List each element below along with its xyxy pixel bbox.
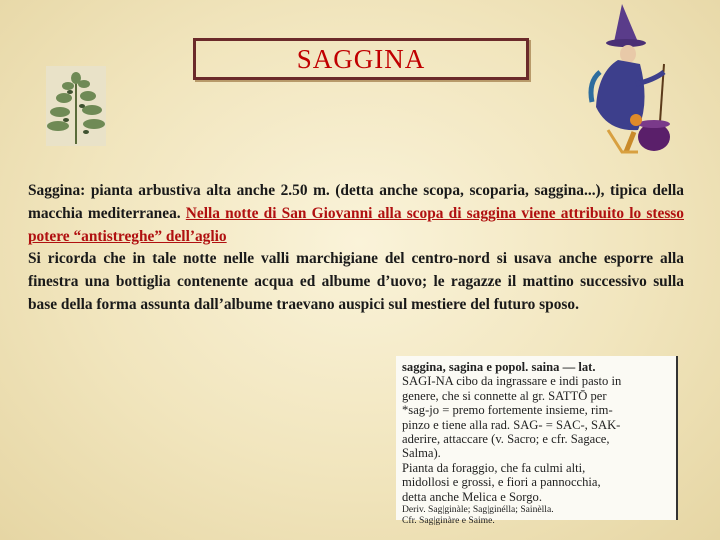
paragraph-tradition: Si ricorda che in tale notte nelle valli marchigiane del centro-nord si usava anche esporre alla finestra una bottiglia contenente acqua ed albume d’uovo; le ragazze il mattino successivo sulla base della forma assunta dall’albume traevano auspici sul mestiere del futuro sposo. <box>28 250 684 313</box>
dict-line: detta anche Melica e Sorgo. <box>402 489 542 504</box>
dict-line: Salma). <box>402 446 441 461</box>
page-title: SAGGINA <box>296 43 426 74</box>
dict-line: Pianta da foraggio, che fa culmi alti, <box>402 460 586 475</box>
paragraph-definition <box>28 180 684 248</box>
dict-line: genere, che si connette al gr. SATTŌ per <box>402 388 607 403</box>
dict-line: SAGI-NA cibo da ingrassare e indi pasto in <box>402 374 622 389</box>
dict-line: pinzo e tiene alla rad. SAG- = SAC-, SAK- <box>402 417 621 432</box>
dict-line: saggina, sagina e popol. saina — lat. <box>402 360 596 374</box>
dict-derivations: Deriv. Sag|ginàle; Sag|ginélla; Sainèlla. <box>402 504 554 516</box>
witch-with-cauldron-image <box>578 2 670 162</box>
dict-line: *sag-jo = premo fortemente insieme, rim- <box>402 403 613 418</box>
dict-line: midollosi e grossi, e fiori a pannocchia, <box>402 475 601 490</box>
dict-crossref: Cfr. Sag|ginàre e Saime. <box>402 515 495 527</box>
title-frame <box>193 38 529 80</box>
saint-john-night-link[interactable]: Nella notte di San Giovanni alla scopa di saggina viene attribuito lo stesso potere “antistreghe” dell’aglio <box>28 204 684 245</box>
description-text <box>28 180 684 317</box>
dict-line: aderire, attaccare (v. Sacro; e cfr. Sagace, <box>402 432 610 447</box>
dictionary-excerpt <box>396 356 676 527</box>
paragraph-intro: Saggina: pianta arbustiva alta anche 2.50 m. (detta anche scopa, scoparia, saggina...), tipica della macchia mediterranea. <box>28 182 684 222</box>
dictionary-rule <box>676 356 678 520</box>
saggina-plant-image <box>46 66 106 146</box>
